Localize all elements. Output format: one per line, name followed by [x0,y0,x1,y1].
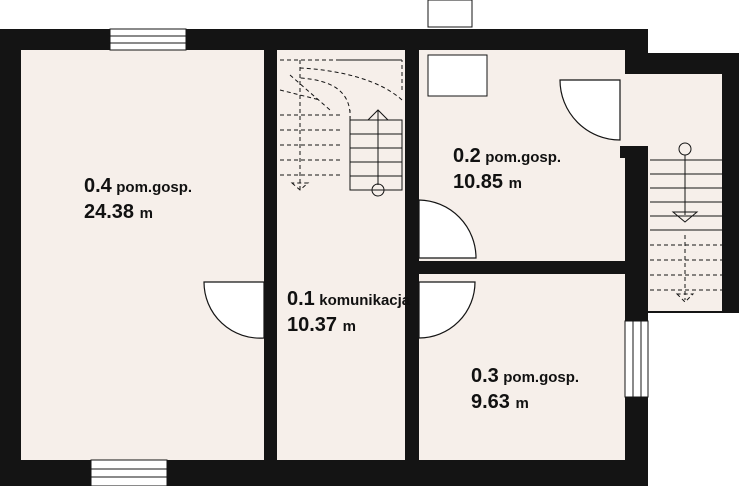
room-area-unit: m [515,395,529,412]
window-top [110,29,186,50]
partition-wall-mid-bottom [405,338,419,460]
room-name: pom.gosp. [485,149,562,166]
room-label-0-3 [471,366,579,412]
partition-wall-mid-lower [405,258,419,282]
window-right [625,321,648,397]
chimney [428,0,472,27]
partition-wall-horizontal [419,264,626,274]
room-number: 0.1 [287,288,315,310]
room-area: 24.38 [84,201,135,223]
room-0-4-floor [21,50,264,460]
partition-wall-left [264,50,277,280]
equipment-box [428,55,487,96]
room-area: 10.37 [287,314,338,336]
room-number: 0.3 [471,365,499,387]
partition-wall-annex [620,146,648,158]
room-number: 0.4 [84,175,112,197]
room-label-0-1 [287,289,410,335]
window-bottom [91,460,167,486]
room-0-1-floor [277,50,405,460]
annex-connector-floor [620,74,650,146]
room-area: 10.85 [453,171,504,193]
room-number: 0.2 [453,145,481,167]
room-name: pom.gosp. [116,179,193,196]
room-name: komunikacja [319,292,411,309]
room-area-unit: m [139,205,153,222]
room-area-unit: m [342,318,356,335]
room-label-0-2 [453,146,561,192]
room-area-unit: m [508,175,522,192]
partition-wall-left-lower [264,338,277,460]
room-area: 9.63 [471,391,510,413]
partition-wall-mid [405,50,419,200]
room-label-0-4 [84,176,192,222]
room-name: pom.gosp. [503,369,580,386]
